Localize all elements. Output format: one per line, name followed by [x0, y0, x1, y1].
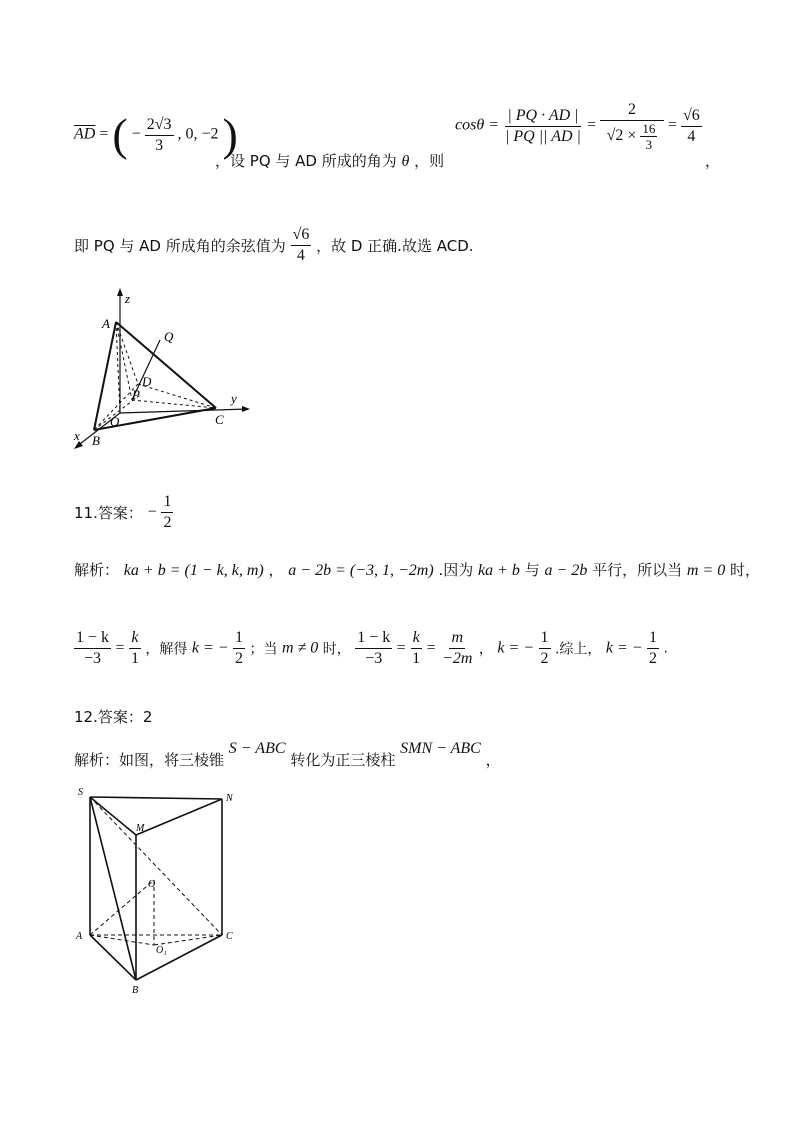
cosine-formula: cosθ = $\frac{| PQ \cdot AD |}{| PQ || AD |}$ = 2 √2 × $\frac{16}{3}$ = $\frac{√6}{4}$ — [455, 101, 700, 152]
angle-definition-text: ，设 PQ 与 AD 所成的角为 θ ，则 — [215, 152, 445, 170]
label-y: y — [231, 391, 237, 406]
prism-figure — [72, 785, 252, 1010]
label-s: S — [78, 787, 83, 798]
cos-result-fraction: $\frac{√6}{4}$ — [683, 106, 700, 145]
ad-vector: $\overline{AD}$ — [74, 125, 96, 143]
label-a: A — [102, 316, 110, 331]
ad-x-fraction: $\frac{2√3}{3}$ — [146, 115, 172, 154]
ad-vector-expression: $\overline{AD}$ = ( − $\frac{2√3}{3}$ , 0, −2 ) — [74, 109, 238, 160]
y-axis-arrow-icon — [242, 406, 250, 412]
label-x: x — [74, 428, 80, 443]
cos-fraction: $\frac{| PQ \cdot AD |}{| PQ || AD |}$ — [504, 106, 581, 145]
y-axis — [120, 409, 248, 413]
label-o: O — [148, 879, 156, 890]
q12-answer: 12.答案：2 — [74, 708, 153, 726]
label-q: Q — [164, 329, 174, 344]
q11-analysis-line2: $\frac{1 - k}{-3}$ = $\frac{k}{1}$ ，解得 k = − $\frac{1}{2}$ ；当 m ≠ 0 时， $\frac{1 - k}{-3}$ = $\frac{k}{1}$ = $\frac{m}{-2m}$ ， k = − $\frac{1}{2}$ .综上， k = − $\frac{1}{2}$ . — [76, 629, 668, 667]
label-p: P — [132, 387, 140, 402]
theta-symbol: θ — [401, 153, 410, 170]
cosine-value-fraction: $\frac{√6}{4}$ — [292, 226, 310, 264]
label-c: C — [226, 931, 233, 942]
label-z: z — [125, 291, 131, 306]
q11-answer: 11.答案： − $\frac{1}{2}$ — [74, 493, 172, 531]
conclusion-line: 即 PQ 与 AD 所成角的余弦值为 $\frac{√6}{4}$ ，故 D 正确.故选 ACD. — [74, 226, 474, 264]
label-n: N — [226, 793, 233, 804]
cos-value-fraction: 2 √2 × $\frac{16}{3}$ — [600, 100, 664, 152]
line1-comma: ， — [705, 152, 721, 170]
tetrahedron-figure — [70, 285, 260, 455]
label-o1: O₁ — [156, 945, 167, 956]
label-d: D — [142, 374, 152, 389]
label-c: C — [215, 412, 224, 427]
label-a: A — [76, 931, 83, 942]
label-o: O — [110, 414, 120, 429]
label-b: B — [92, 433, 100, 448]
q11-analysis-line1: 解析： ka + b = (1 − k, k, m) ， a − 2b = (−3, 1, −2m) .因为 ka + b 与 a − 2b 平行，所以当 m = 0 时， — [74, 561, 761, 579]
right-paren: ) — [222, 109, 238, 160]
q12-analysis: 解析：如图，将三棱锥 S − ABC 转化为正三棱柱 SMN − ABC ， — [74, 740, 501, 769]
z-axis-arrow-icon — [117, 288, 123, 296]
label-b: B — [132, 985, 139, 996]
label-m: M — [136, 823, 145, 834]
q11-answer-fraction: $\frac{1}{2}$ — [163, 493, 172, 531]
left-paren: ( — [112, 109, 128, 160]
prism-hidden-edges — [90, 797, 222, 945]
